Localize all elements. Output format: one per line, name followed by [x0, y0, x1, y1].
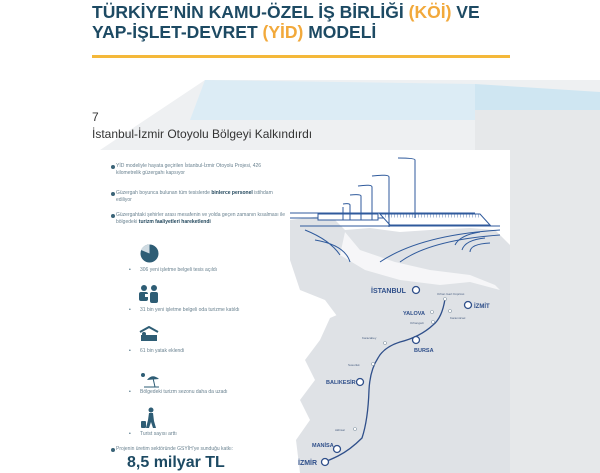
city-label: BURSA [414, 348, 434, 354]
town-label: Akhisar [335, 428, 346, 432]
town-label: Orhangazi [410, 321, 424, 325]
stat-text: • 306 yeni işletme belgeli tesis açıldı [140, 267, 217, 273]
gdp-label: Projenin üretim sektöründe GSYİH’ye sunduğu katkı: [116, 446, 316, 453]
stat-text: • Turist sayısı arttı [140, 431, 177, 437]
balikesir-marker [357, 379, 364, 386]
town-label: Karamürsel [450, 316, 466, 320]
bursa-marker [413, 337, 420, 344]
izmir-marker [322, 459, 329, 466]
page-title: TÜRKİYE’NİN KAMU-ÖZEL İŞ BİRLİĞİ (KÖİ) VE YAP-İŞLET-DEVRET (YİD) MODELİ [92, 2, 480, 42]
stat-text: • 61 bin yatak eklendi [140, 348, 184, 354]
bullet-item: Güzergah boyunca bulunan tüm tesislerde binlerce personel istihdam ediliyor [116, 190, 286, 204]
city-label: MANİSA [312, 443, 334, 449]
city-label: İZMİR [298, 460, 318, 467]
city-label: İSTANBUL [371, 288, 406, 295]
stat-text: • Bölgedeki turizm sezonu daha da uzadı [140, 389, 228, 395]
section-title: İstanbul-İzmir Otoyolu Bölgeyi Kalkındırdı [92, 127, 313, 141]
town-label: Karacabey [362, 336, 377, 340]
section-number: 7 [92, 110, 99, 124]
town-label: Susurluk [348, 363, 360, 367]
bullet-item: Güzergahtaki şehirler arası mesafenin ve yolda geçen zamanın kısalması ile bölgedeki turizm faaliyetleri hareketlendi [116, 212, 285, 225]
izmit-marker [465, 302, 472, 309]
istanbul-marker [413, 287, 420, 294]
bullet-item: YİD modeliyle hayata geçirilen İstanbul-İzmir Otoyolu Projesi, 426 kilometrelik güzergahı kapsıyor [116, 163, 286, 177]
city-label: BALIKESİR [326, 380, 356, 386]
beach-umbrella-icon [140, 372, 160, 388]
city-label: İZMİT [474, 304, 490, 310]
bed-icon [139, 326, 159, 343]
pie-chart-icon [140, 244, 159, 263]
city-label: YALOVA [403, 311, 426, 317]
gdp-value: 8,5 milyar TL [127, 454, 225, 471]
landmass [290, 215, 510, 473]
stat-text: • 31 bin yeni işletme belgeli oda turizme katıldı [140, 307, 240, 313]
tourist-icon [140, 407, 158, 429]
town-label: Orhan Gazi Köprüsü [437, 292, 465, 296]
people-icon [138, 284, 160, 303]
manisa-marker [334, 446, 341, 453]
